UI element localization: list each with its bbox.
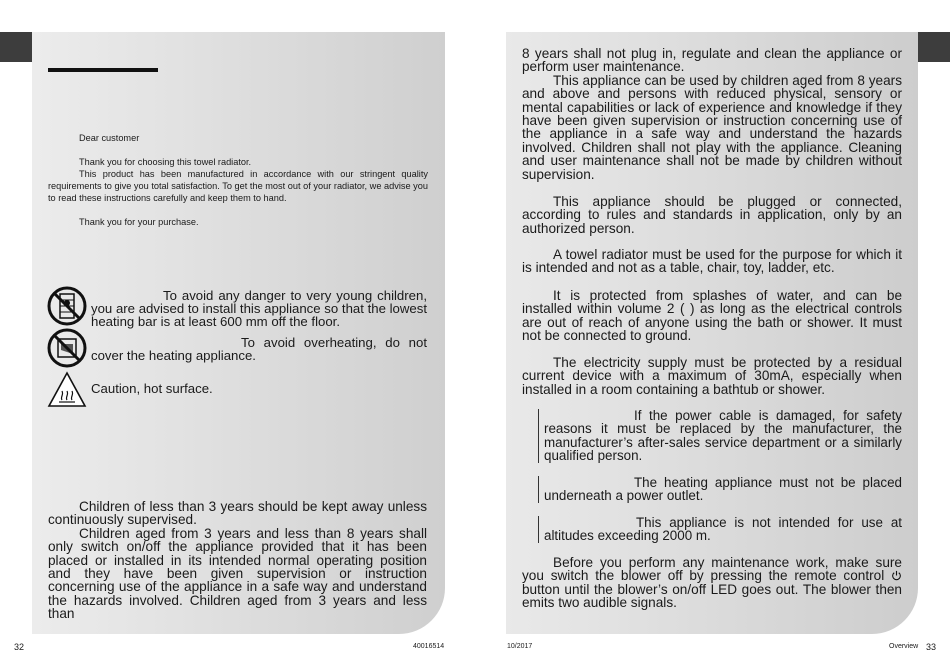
greeting: Dear customer <box>79 133 140 143</box>
maintenance-text <box>522 556 902 610</box>
maintenance-paragraph <box>522 556 902 610</box>
power-cable-note: If the power cable is damaged, for safety reasons it must be replaced by the manufacturer, the manufacturer’s after-sales service department or a similarly qualified person. <box>538 409 902 463</box>
maintenance-text-a: Before you perform any maintenance work, make sure you switch the blower off by pressing the remote control <box>522 555 902 584</box>
left-tab-marker <box>0 32 32 62</box>
power-icon <box>891 570 902 581</box>
supply-paragraph: The electricity supply must be protected by a residual current device with a maximum of 30mA, especially when installed in a room containing a bathtub or shower. <box>522 355 902 397</box>
right-page-number: 33 <box>926 642 937 652</box>
left-page-number: 32 <box>14 642 25 652</box>
outlet-note: The heating appliance must not be placed underneath a power outlet. <box>538 476 902 503</box>
purpose-text <box>522 248 902 275</box>
maintenance-text-b: button until the blower’s on/off LED goes out. The blower then emits two audible signals. <box>522 581 902 611</box>
no-children-climb-icon <box>47 286 87 326</box>
right-tab-marker <box>918 32 950 62</box>
purpose-paragraph: A towel radiator must be used for the purpose for which it is intended and not as a table, chair, toy, ladder, etc. <box>522 247 902 276</box>
plugged-text <box>522 195 902 235</box>
document-code: 40016514 <box>413 643 445 650</box>
intro-block <box>48 132 428 228</box>
warning-children-height: To avoid any danger to very young children, you are advised to install this appliance so that the lowest heating bar is at least 600 mm off the floor. <box>91 288 427 329</box>
supply-text <box>522 356 902 396</box>
right-top-block <box>522 47 902 181</box>
heading-rule <box>48 68 158 72</box>
section-name: Overview <box>889 643 919 650</box>
warning-hot-surface: Caution, hot surface. <box>91 381 213 396</box>
splash-text <box>522 289 902 343</box>
children-paragraph-2: Children aged from 3 years and less than 8 years shall only switch on/off the appliance provided that it has been placed or installed in its intended normal operating position and they have been given supervision or instruction concerning use of the appliance in a safe way and understand the hazards involved. Children aged from 3 years and less than <box>48 525 427 622</box>
children-paragraph-1: Children of less than 3 years should be kept away unless continuously supervised. <box>48 499 427 528</box>
children-section <box>48 500 427 621</box>
warning-do-not-cover: To avoid overheating, do not cover the heating appliance. <box>91 335 427 363</box>
thanks-text: Thank you for choosing this towel radiator. <box>79 157 252 167</box>
altitude-note: This appliance is not intended for use at altitudes exceeding 2000 m. <box>538 516 902 543</box>
splash-paragraph: It is protected from splashes of water, and can be installed within volume 2 ( ) as long as the electrical controls are out of reach of anyone using the bath or shower. It must not be connected to ground. <box>522 288 902 344</box>
intro-text: This product has been manufactured in accordance with our stringent quality requirements to give you total satisfaction. To get the most out of your radiator, we advise you to read these instructions carefully and keep them to hand. <box>48 169 428 203</box>
hot-surface-icon <box>47 370 87 410</box>
continuation-text: 8 years shall not plug in, regulate and clean the appliance or perform user maintenance. <box>522 46 902 75</box>
edition-date: 10/2017 <box>507 643 533 650</box>
plugged-paragraph: This appliance should be plugged or connected, according to rules and standards in application, only by an authorized person. <box>522 194 902 236</box>
closing-text: Thank you for your purchase. <box>79 217 199 227</box>
do-not-cover-icon <box>47 328 87 368</box>
children-capabilities-text: This appliance can be used by children aged from 8 years and above and persons with reduced physical, sensory or mental capabilities or lack of experience and knowledge if they have been given supervision or instruction concerning use of the appliance in a safe way and understand the hazards involved. Children shall not play with the appliance. Cleaning and user maintenance shall not be made by children without supervision. <box>522 72 902 182</box>
